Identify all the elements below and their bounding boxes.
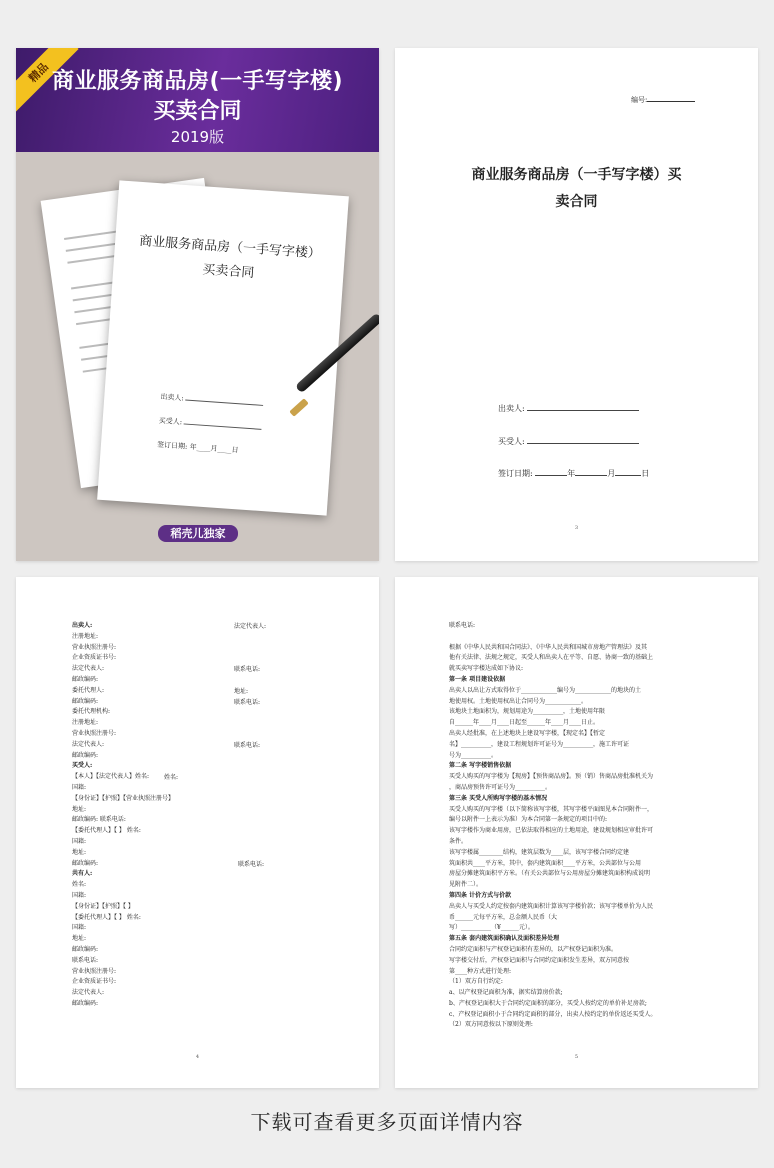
paper-seller-line: 出卖人:	[160, 392, 264, 409]
text-line: 就买卖写字楼达成如下协议:	[449, 665, 524, 673]
text-line: 委托代理机构:	[72, 708, 111, 716]
page-number: 4	[195, 1054, 200, 1060]
text-line: 筑面积共____平方米，其中，套内建筑面积____平方米，公共部位与公用	[449, 859, 642, 867]
text-line: 条件。	[449, 837, 468, 845]
text-line: 自______年____月____日起至______年____月____日止。	[449, 719, 600, 727]
text-line: 号为__________。	[449, 751, 498, 759]
text-line: 国籍:	[72, 837, 87, 845]
text-line: 【身份证】【护照】【营业执照注册号】	[72, 794, 175, 802]
text-line: 姓名:	[72, 881, 87, 889]
paper-date-line: 签订日期: 年____月____日	[156, 440, 239, 455]
text-line: 邮政编码: 联系电话:	[72, 816, 126, 824]
text-line: 买受人:	[72, 762, 93, 770]
text-line: 根据《中华人民共和国合同法》、《中华人民共和国城市房地产管理法》及其	[449, 643, 648, 651]
front-paper-image	[97, 180, 349, 515]
text-line: 邮政编码:	[72, 945, 99, 953]
text-line: 联系电话:	[72, 956, 99, 964]
text-line	[449, 632, 707, 643]
text-line: 法定代表人:	[72, 665, 105, 673]
text-line: a、以产权登记面积为准，据实结算房价款;	[449, 989, 563, 997]
text-line: 该地块土地面积为，规划用途为__________，土地使用年限	[449, 708, 606, 716]
more-pages-note: 下载可查看更多页面详情内容	[250, 1110, 524, 1134]
cover-title-line2: 买卖合同	[153, 99, 242, 124]
text-line: 买受人购买的写字楼（以下简称该写字楼，其写字楼平面图见本合同附件一，	[449, 805, 654, 813]
text-line: ，商品房预售许可证号为__________。	[449, 783, 552, 791]
paper-buyer-line: 买受人:	[158, 416, 262, 433]
text-line: 邮政编码:	[72, 859, 99, 867]
page-5-thumbnail[interactable]	[395, 577, 758, 1088]
text-line: 【本人】【法定代表人】姓名:	[72, 773, 150, 781]
page-number: 3	[574, 525, 579, 531]
text-line: 【身份证】【护照】【 】	[72, 902, 134, 910]
text-line: 【委托代理人】【 】 姓名:	[72, 913, 141, 921]
cover-title-line1: 商业服务商品房(一手写字楼)	[51, 69, 344, 94]
text-line: 编号以附件一上表示为准）为本合同第一条规定的项目中的:	[449, 816, 608, 824]
text-line: 地址:	[234, 687, 249, 695]
text-line: 国籍:	[72, 783, 87, 791]
text-line: 注册地址:	[72, 632, 99, 640]
cover-thumbnail[interactable]	[16, 48, 379, 561]
text-line: 联系电话:	[449, 622, 476, 629]
text-line: 房屋分摊建筑面积平方米。（有关公共部位与公用房屋分摊建筑面积构成说明	[449, 870, 651, 878]
text-line: 邮政编码:	[72, 697, 99, 705]
text-line: 联系电话:	[238, 860, 265, 868]
text-line: 国籍:	[72, 924, 87, 932]
text-line: 地址:	[72, 848, 87, 856]
title-page-thumbnail[interactable]	[395, 48, 758, 561]
sign-date-line: 签订日期: 年 月 日	[498, 469, 650, 478]
text-line: 邮政编码:	[72, 751, 99, 759]
text-line: 币______元每平方米，总金额人民币（大	[449, 913, 558, 921]
text-line: 合同约定面积与产权登记面积有差异的，以产权登记面积为准。	[449, 945, 618, 953]
text-line: 营业执照注册号:	[72, 967, 117, 975]
text-line: 法定代表人:	[234, 623, 267, 630]
text-line: 该写字楼作为商业用房，已依法取得相应的土地用途，建设规划相应审批许可	[449, 827, 654, 835]
text-line: 姓名:	[164, 774, 179, 782]
text-line: 邮政编码:	[72, 675, 99, 683]
article-heading: 第四条 计价方式与价款	[449, 891, 512, 899]
text-line: 买受人购买的写字楼为【现房】【预售商品房】。预（销）售商品房批准机关为	[449, 773, 654, 781]
party-info-list	[72, 621, 322, 1010]
article-heading: 第三条 买受人所购写字楼的基本情况	[449, 794, 548, 802]
article-heading: 第一条 项目建设依据	[449, 675, 506, 683]
serial-number-field: 编号:	[631, 94, 695, 105]
text-line: 委托代理人:	[72, 686, 105, 694]
text-line: 联系电话:	[234, 698, 261, 706]
text-line: 地址:	[72, 805, 87, 813]
cover-edition: 2019版	[170, 128, 225, 146]
exclusive-badge: 稻壳儿独家	[158, 525, 238, 542]
text-line: 共有人:	[72, 870, 93, 878]
text-line: 营业执照注册号:	[72, 729, 117, 737]
text-line: 他有关法律、法规之规定，买受人和出卖人在平等、自愿、协商一致的基础上	[449, 654, 654, 662]
page-number: 5	[574, 1054, 579, 1060]
text-line: 见附件二）。	[449, 881, 483, 889]
text-line: 名】__________，建设工程规划许可证号为__________，施工许可证	[449, 740, 630, 748]
text-line: 注册地址:	[72, 719, 99, 727]
paper-title: 商业服务商品房（一手写字楼）买卖合同	[138, 233, 322, 281]
text-line: 联系电话:	[234, 741, 261, 749]
text-line: 营业执照注册号:	[72, 643, 117, 651]
text-line: 出卖人以出让方式取得位于____________编号为____________的地块的土	[449, 686, 642, 694]
text-line: 第____种方式进行处理:	[449, 967, 512, 975]
text-line: 写）__________（¥______元）。	[449, 924, 534, 932]
contract-body-text	[449, 621, 707, 1031]
text-line: b、产权登记面积大于合同约定面积的部分，买受人按约定的单价补足房款;	[449, 999, 647, 1007]
text-line: （1）双方自行约定:	[449, 978, 503, 986]
text-line: 地使用权。土地使用权出让合同号为____________。	[449, 697, 588, 705]
page-4-thumbnail[interactable]	[16, 577, 379, 1088]
text-line: 企业资质证书号:	[72, 978, 117, 986]
text-line: c、产权登记面积小于合同约定面积的部分，出卖人按约定的单价返还买受人。	[449, 1010, 657, 1018]
text-line: 联系电话:	[234, 666, 261, 674]
article-heading: 第五条 套内建筑面积确认及面积差异处理	[449, 935, 560, 943]
text-line: 法定代表人:	[72, 740, 105, 748]
text-line: 该写字楼属________结构，建筑层数为____层，该写字楼合同约定建	[449, 848, 630, 856]
text-line: 出卖人经批准，在上述地块上建设写字楼，【现定名】【暂定	[449, 729, 606, 737]
text-line: 出卖人与买受人约定按套内建筑面积计算该写字楼价款；该写字楼单价为人民	[449, 902, 654, 910]
buyer-line: 买受人:	[498, 435, 639, 447]
premium-ribbon: 精品	[16, 48, 79, 113]
cover-banner	[16, 48, 379, 152]
text-line: 出卖人:	[72, 622, 93, 629]
text-line: 法定代表人:	[72, 989, 105, 997]
text-line: 写字楼交付后，产权登记面积与合同约定面积发生差异，双方同意按	[449, 956, 630, 964]
document-title: 商业服务商品房（一手写字楼）买 卖合同	[471, 167, 682, 210]
text-line: 地址:	[72, 935, 87, 943]
text-line: 国籍:	[72, 891, 87, 899]
text-line: 邮政编码:	[72, 999, 99, 1007]
seller-line: 出卖人:	[498, 402, 639, 414]
text-line: 【委托代理人】【 】 姓名:	[72, 827, 141, 835]
text-line: （2）双方同意按以下原则处理:	[449, 1021, 533, 1029]
article-heading: 第二条 写字楼销售依据	[449, 762, 512, 770]
text-line: 企业资质证书号:	[72, 654, 117, 662]
